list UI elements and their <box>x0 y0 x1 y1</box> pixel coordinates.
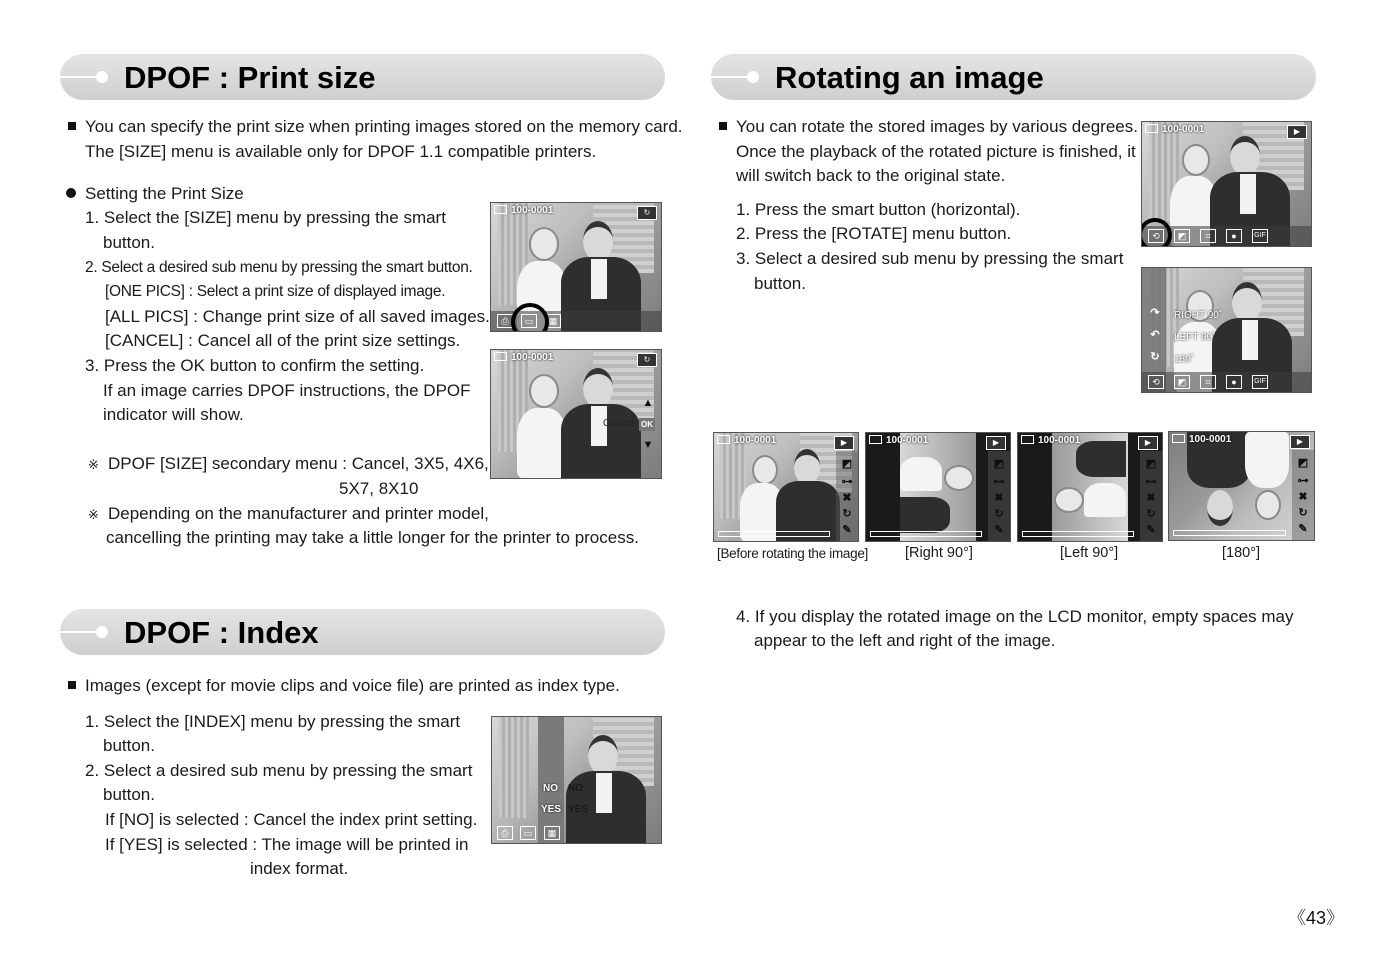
print-icon: ⎙ <box>497 826 513 840</box>
file-number: 100-0001 <box>494 205 553 216</box>
step-3-cont2: indicator will show. <box>103 405 244 424</box>
option-left-90: LEFT 90˚ <box>1174 332 1216 343</box>
up-arrow-icon: ▲ <box>642 397 654 409</box>
camera-screen-180 <box>1168 431 1315 541</box>
section-title: Rotating an image <box>775 60 1044 95</box>
play-icon: ▶ <box>986 436 1006 450</box>
caption-right-90: [Right 90°] <box>905 545 973 561</box>
intro-paragraph: You can specify the print size when printing images stored on the memory card. <box>68 115 683 140</box>
step-2: 2. Select a desired sub menu by pressing the smart button. <box>85 259 473 276</box>
camera-icon <box>1145 124 1158 133</box>
round-bullet-icon <box>66 188 76 198</box>
camera-icon <box>1021 435 1034 444</box>
intro-line: The [SIZE] menu is available only for DPOF 1.1 compatible printers. <box>85 142 597 161</box>
step-3-cont: If an image carries DPOF instructions, the DPOF <box>103 381 471 400</box>
banner-dot-decoration <box>96 71 108 83</box>
section-banner-index <box>60 609 665 655</box>
highlight-circle <box>1141 218 1172 247</box>
step-2: 2. Select a desired sub menu by pressing the smart <box>85 761 473 780</box>
option-cancel: [CANCEL] : Cancel all of the print size settings. <box>105 331 461 350</box>
scroll-bar <box>1022 531 1134 537</box>
scroll-bar <box>1173 530 1286 536</box>
play-icon: ▶ <box>834 436 854 450</box>
file-number: 100-0001 <box>494 352 553 363</box>
resize-icon: ◩ <box>993 458 1005 470</box>
file-number: 100-0001 <box>1172 434 1231 445</box>
yes-option: YES <box>541 804 562 815</box>
resize-icon: ◩ <box>841 458 853 470</box>
gif-icon: GIF <box>1252 375 1268 389</box>
square-bullet-icon <box>68 122 76 130</box>
rotate-icon: ↻ <box>637 206 657 220</box>
note-secondary-menu-cont: 5X7, 8X10 <box>339 479 419 498</box>
resize-icon: ◩ <box>1174 375 1190 389</box>
trim-icon: ⌗ <box>1200 229 1216 243</box>
delete-icon: ✖ <box>1298 491 1308 503</box>
option-right-90: RIGHT 90˚ <box>1174 310 1223 321</box>
banner-line-decoration <box>711 76 751 78</box>
protect-icon: ⊶ <box>841 476 853 488</box>
delete-icon: ✖ <box>994 492 1004 504</box>
delete-icon: ✖ <box>1146 492 1156 504</box>
delete-icon: ✖ <box>842 492 852 504</box>
step-2-cont: button. <box>103 785 155 804</box>
yes-option-label: YES <box>568 804 589 815</box>
option-yes-cont: index format. <box>250 859 349 878</box>
banner-line-decoration <box>60 76 100 78</box>
step-1: 1. Select the [INDEX] menu by pressing the smart <box>85 712 461 731</box>
note-secondary-menu: ※ DPOF [SIZE] secondary menu : Cancel, 3X5, 4X6, <box>88 452 489 478</box>
resize-icon: ◩ <box>1297 457 1309 469</box>
note-printer-model: ※ Depending on the manufacturer and printer model, <box>88 502 489 528</box>
file-number: 100-0001 <box>869 435 928 446</box>
step-1: 1. Select the [SIZE] menu by pressing the smart <box>85 208 446 227</box>
camera-icon <box>1172 434 1185 443</box>
rotate-menu-icon: ⟲ <box>1148 375 1164 389</box>
protect-icon: ⊶ <box>1297 475 1309 487</box>
section-title: DPOF : Print size <box>124 60 376 95</box>
banner-dot-decoration <box>747 71 759 83</box>
rotate-left-icon: ↶ <box>1150 329 1160 341</box>
index-icon: ▦ <box>544 826 560 840</box>
scroll-bar <box>870 531 982 537</box>
rotate-icon: ↻ <box>1146 508 1156 520</box>
option-one-pics: [ONE PICS] : Select a print size of displayed image. <box>105 283 446 300</box>
camera-screen-index-menu <box>491 716 662 844</box>
banner-dot-decoration <box>96 626 108 638</box>
camera-screen-size-confirm <box>490 349 662 479</box>
resize-icon: ◩ <box>1145 458 1157 470</box>
print-icon: ⎙ <box>497 314 513 328</box>
camera-icon <box>494 205 507 214</box>
square-bullet-icon <box>719 122 727 130</box>
rotate-icon: ↻ <box>842 508 852 520</box>
brush-icon: ✎ <box>994 524 1004 536</box>
rotate-icon: ↻ <box>1298 507 1308 519</box>
rotate-180-icon: ↻ <box>1150 351 1160 363</box>
play-icon: ▶ <box>1138 436 1158 450</box>
option-yes: If [YES] is selected : The image will be printed in <box>105 835 469 854</box>
intro-paragraph: Images (except for movie clips and voice file) are printed as index type. <box>68 674 620 699</box>
index-column <box>538 717 564 843</box>
file-number: 100-0001 <box>1145 124 1204 135</box>
section-banner-print-size <box>60 54 665 100</box>
section-banner-rotate <box>711 54 1316 100</box>
camera-icon <box>869 435 882 444</box>
size-icon: ▭ <box>520 826 536 840</box>
intro-paragraph: You can rotate the stored images by various degrees. <box>719 115 1138 140</box>
camera-screen-smart-menu <box>1141 121 1312 247</box>
play-icon: ▶ <box>1290 435 1310 449</box>
brush-icon: ✎ <box>842 524 852 536</box>
gif-icon: GIF <box>1252 229 1268 243</box>
option-no: If [NO] is selected : Cancel the index print setting. <box>105 810 478 829</box>
file-number: 100-0001 <box>1021 435 1080 446</box>
index-icon: ▦ <box>545 314 561 328</box>
camera-icon <box>717 435 730 444</box>
protect-icon: ⊶ <box>993 476 1005 488</box>
camera-screen-rotate-options <box>1141 267 1312 393</box>
no-option-label: NO <box>568 783 583 794</box>
brush-icon: ✎ <box>1298 523 1308 535</box>
step-2: 2. Press the [ROTATE] menu button. <box>736 224 1012 243</box>
rotate-right-icon: ↷ <box>1150 307 1160 319</box>
camera-screen-left-90 <box>1017 432 1163 542</box>
size-icon: ▭ <box>521 314 537 328</box>
step-3: 3. Select a desired sub menu by pressing the smart <box>736 249 1124 268</box>
banner-line-decoration <box>60 631 100 633</box>
play-icon: ▶ <box>1287 125 1307 139</box>
rotate-icon: ↻ <box>994 508 1004 520</box>
cancel-option: Cancel <box>603 418 635 429</box>
step-1-cont: button. <box>103 233 155 252</box>
ok-icon: OK <box>641 420 653 429</box>
scroll-bar <box>718 531 830 537</box>
camera-screen-size-menu <box>490 202 662 332</box>
caption-180: [180°] <box>1222 545 1261 561</box>
subheading: Setting the Print Size <box>66 182 244 207</box>
caption-before-rotate: [Before rotating the image] <box>717 546 868 561</box>
no-option: NO <box>543 783 558 794</box>
intro-line: will switch back to the original state. <box>736 166 1006 185</box>
rotate-menu-icon: ⟲ <box>1148 229 1164 243</box>
option-180: 180˚ <box>1174 354 1195 365</box>
step-3-cont: button. <box>754 274 806 293</box>
resize-icon: ◩ <box>1174 229 1190 243</box>
color-icon: ● <box>1226 375 1242 389</box>
note-mark-icon: ※ <box>88 457 99 472</box>
option-all-pics: [ALL PICS] : Change print size of all saved images. <box>105 307 490 326</box>
protect-icon: ⊶ <box>1145 476 1157 488</box>
step-3: 3. Press the OK button to confirm the setting. <box>85 356 425 375</box>
caption-left-90: [Left 90°] <box>1060 545 1119 561</box>
step-1-cont: button. <box>103 736 155 755</box>
step-4: 4. If you display the rotated image on the LCD monitor, empty spaces may <box>736 607 1294 626</box>
rotate-icon: ↻ <box>637 353 657 367</box>
camera-screen-right-90 <box>865 432 1011 542</box>
note-mark-icon: ※ <box>88 507 99 522</box>
square-bullet-icon <box>68 681 76 689</box>
page-number: 《43》 <box>1288 908 1345 928</box>
color-icon: ● <box>1226 229 1242 243</box>
step-4-cont: appear to the left and right of the image. <box>754 631 1056 650</box>
brush-icon: ✎ <box>1146 524 1156 536</box>
camera-screen-before-rotate <box>713 432 859 542</box>
intro-line: Once the playback of the rotated picture is finished, it <box>736 142 1136 161</box>
note-printer-model-cont: cancelling the printing may take a little longer for the printer to process. <box>106 528 639 547</box>
file-number: 100-0001 <box>717 435 776 446</box>
camera-icon <box>494 352 507 361</box>
step-1: 1. Press the smart button (horizontal). <box>736 200 1021 219</box>
section-title: DPOF : Index <box>124 615 319 650</box>
trim-icon: ⌗ <box>1200 375 1216 389</box>
down-arrow-icon: ▼ <box>642 439 654 451</box>
